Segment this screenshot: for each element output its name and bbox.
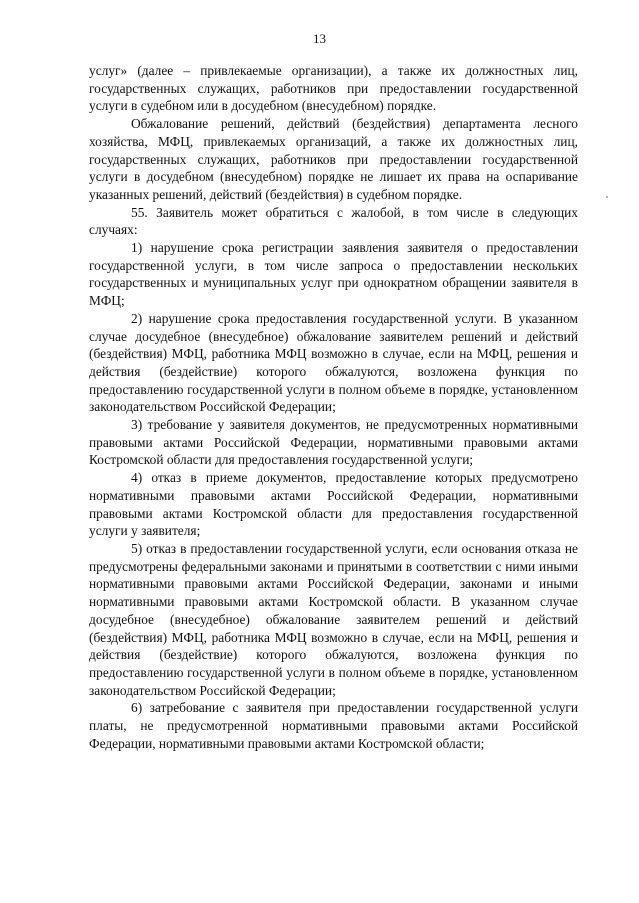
scan-margin-dot — [606, 196, 608, 198]
list-item-5: 5) отказ в предоставлении государственной услуги, если основания отказа не предусмотрены федеральными законами и принятыми в соответствии с ними иными нормативными правовыми актами Российской Федерации, законами и иными нормативными правовыми актами Костромской области. В указанном случае досудебное (внесудебное) обжалование заявителем решений и действий (бездействия) МФЦ, работника МФЦ возможно в случае, если на МФЦ, решения и действия (бездействие) которого обжалуются, возложена функция по предоставлению государственной услуги в полном объеме в порядке, установленном законодательством Российской Федерации; — [89, 540, 578, 698]
list-item-2: 2) нарушение срока предоставления государственной услуги. В указанном случае досудебное (внесудебное) обжалование заявителем решений и действий (бездействия) МФЦ, работника МФЦ возможно в случае, если на МФЦ, решения и действия (бездействие) которого обжалуются, возложена функция по предоставлению государственной услуги в полном объеме в порядке, установленном законодательством Российской Федерации; — [89, 310, 578, 415]
document-body — [89, 62, 578, 752]
list-item-4: 4) отказ в приеме документов, предоставление которых предусмотрено нормативными правовыми актами Российской Федерации, нормативными правовыми актами Костромской области для предоставления государственной услуги у заявителя; — [89, 470, 578, 539]
list-item-1: 1) нарушение срока регистрации заявления заявителя о предоставлении государственной услуги, в том числе запроса о предоставлении нескольких государственных и муниципальных услуг при однократном обращении заявителя в МФЦ; — [89, 240, 578, 309]
list-item-3: 3) требование у заявителя документов, не предусмотренных нормативными правовыми актами Российской Федерации, нормативными правовыми актами Костромской области для предоставления государственной услуги; — [89, 417, 578, 468]
page-number: 13 — [313, 31, 326, 46]
paragraph-appeal-rights: Обжалование решений, действий (бездействия) департамента лесного хозяйства, МФЦ, привлекаемых организаций, а также их должностных лиц, государственных служащих, работников при предоставлении государственной услуги в досудебном (внесудебном) порядке не лишает их права на оспаривание указанных решений, действий (бездействия) в судебном порядке. — [89, 116, 578, 202]
paragraph-item-55: 55. Заявитель может обратиться с жалобой, в том числе в следующих случаях: — [89, 204, 578, 238]
paragraph-continuation: услуг» (далее – привлекаемые организации), а также их должностных лиц, государственных служащих, работников при предоставлении государственной услуги в судебном или в досудебном (внесудебном) порядке. — [89, 63, 578, 114]
list-item-6: 6) затребование с заявителя при предоставлении государственной услуги платы, не предусмотренной нормативными правовыми актами Российской Федерации, нормативными правовыми актами Костромской области; — [89, 700, 578, 751]
